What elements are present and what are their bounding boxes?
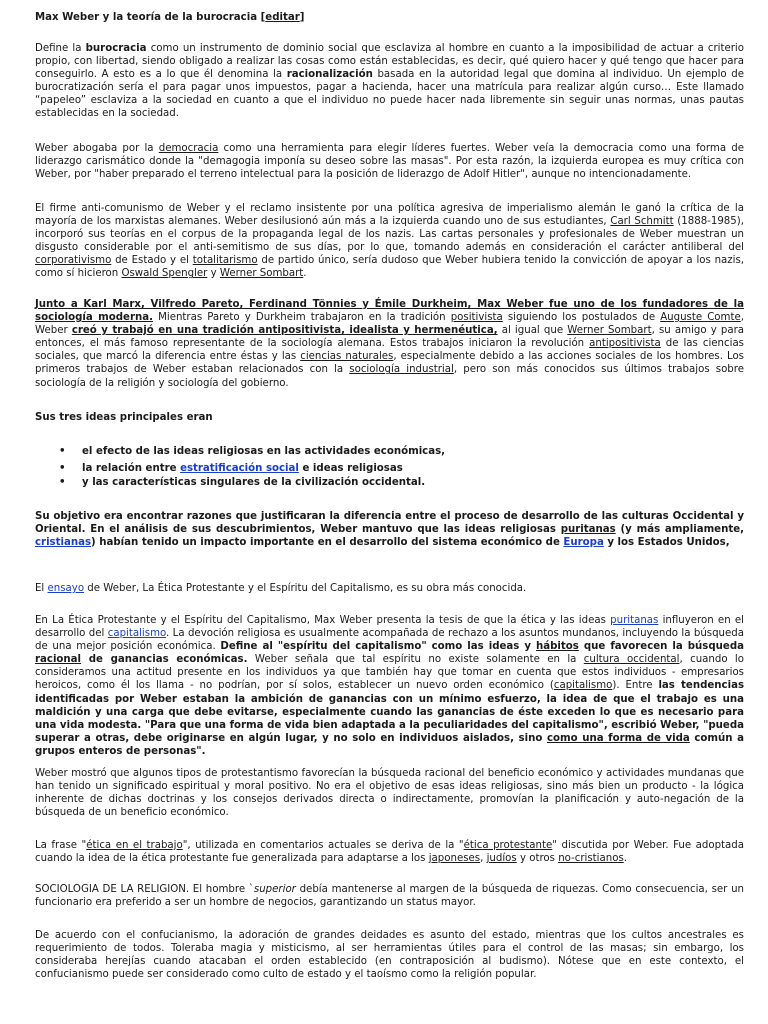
- link-puritanas[interactable]: puritanas: [610, 615, 659, 626]
- idea-text: la relación entre: [82, 463, 181, 474]
- paragraph-protestantismo: [35, 767, 744, 819]
- text-run: .: [623, 853, 628, 865]
- link-cultura-occidental[interactable]: cultura occidental: [583, 654, 680, 666]
- list-item: [35, 476, 744, 490]
- paragraph-democracia: [35, 142, 744, 181]
- text-run: como un instrumento de dominio social que esclaviza al hombre en cuanto a la imposibilidad de actuar a criterio propio, con libertad, siendo obligado a realizar las cosas como están establecidas, es decir, qué quiero hacer y qué tengo que hacer para conseguirlo. A esto es a lo que él denomina la: [35, 43, 744, 81]
- link-no-cristianos[interactable]: no-cristianos: [558, 853, 624, 865]
- text-run: Su objetivo era encontrar razones que justificaran la diferencia entre el proceso de desarrollo de las culturas Occidental y Oriental. En el análisis de sus descubrimientos, Weber mantuvo que las ideas religiosas: [35, 511, 744, 536]
- bold-term: burocracia: [85, 43, 147, 54]
- text-run: ). Entre: [612, 680, 659, 692]
- link-corporativismo[interactable]: corporativismo: [35, 255, 112, 267]
- list-item: [35, 462, 744, 476]
- text-run: En La Ética Protestante y el Espíritu del Capitalismo, Max Weber presenta la tesis de que la ética y las ideas: [35, 615, 611, 626]
- link-etica-en-el-trabajo[interactable]: ética en el trabajo: [86, 840, 183, 851]
- text-run: y otros: [516, 853, 559, 865]
- link-ciencias-naturales[interactable]: ciencias naturales: [300, 351, 394, 363]
- idea-text: el efecto de las ideas religiosas en las actividades económicas,: [82, 446, 446, 457]
- link-democracia[interactable]: democracia: [158, 143, 219, 154]
- text-run: , Weber: [35, 312, 744, 337]
- text-run: influyeron en el desarrollo del: [35, 615, 744, 640]
- text-run: como una herramienta para elegir líderes fuertes. Weber veía la democracia como una forma de liderazgo carismático donde la "demagogia imponía su deseo sobre las masas". Por esta razón, la izquierda europea es muy crítica con Weber, por "haber preparado el terreno intelectual para la posición de liderazgo de Adolf Hitler", aunque no intencionadamente.: [35, 143, 745, 181]
- text-run: Mientras Pareto y Durkheim trabajaron en la tradición: [152, 312, 451, 324]
- link-carl-schmitt[interactable]: Carl Schmitt: [610, 216, 674, 228]
- text-run: de Weber, La Ética Protestante y el Espíritu del Capitalismo, es su obra más conocida.: [84, 583, 527, 594]
- bold-run: las tendencias identificadas por Weber estaban la ambición de ganancias con un mínimo esfuerzo, la idea de que el trabajo es una maldición y una carga que debe evitarse, especialmente cuando las ganancias de éste exceden lo que es necesario para una vida modesta. "Para que una forma de vida bien adaptada a la peculiaridades del capitalismo", escribió Weber, "pueda superar a otras, debe originarse en algún lugar, y no solo en individuos aislados, sino: [35, 680, 745, 744]
- heading-text: Max Weber y la teoría de la burocracia: [35, 12, 258, 23]
- text-run: y los Estados Unidos,: [603, 537, 730, 549]
- paragraph-etica-protestante: [35, 614, 744, 758]
- paragraph-confucianismo: [35, 929, 744, 981]
- text-run: (1888-1985), incorporó sus teorías en el corpus de la propaganda legal de los nazis. Las cartas personales y profesionales de Weber muestran un disgusto considerable por el anti-semitismo de sus días, por lo que, tomando además en consideración el carácter antiliberal del: [35, 216, 744, 254]
- text-run: , su amigo y para entonces, el más famoso representante de la sociología alemana. Estos trabajos iniciaron la revolución: [35, 325, 745, 350]
- text-run: Weber mostró que algunos tipos de protestantismo favorecían la búsqueda racional del beneficio económico y actividades mundanas que han tenido un significado espiritual y moral positivo. No era el objetivo de esas ideas religiosas, sino más bien un producto - la lógica inherente de dichas doctrinas y los consejos derivados directa o indirectamente, promovían la planificación y auto-negación de la búsqueda de un beneficio económico.: [35, 768, 744, 819]
- link-estratificacion-social[interactable]: estratificación social: [180, 463, 299, 474]
- link-sociologia-industrial[interactable]: sociología industrial: [349, 364, 454, 376]
- link-habitos[interactable]: hábitos: [536, 641, 579, 653]
- ideas-title: Sus tres ideas principales eran: [35, 412, 213, 423]
- text-run: SOCIOLOGIA DE LA RELIGION. El hombre `: [35, 884, 254, 895]
- link-puritanas[interactable]: puritanas: [560, 524, 616, 536]
- list-item: [35, 445, 744, 459]
- bold-run: de ganancias económicas.: [81, 654, 248, 666]
- link-cristianas[interactable]: cristianas: [35, 537, 92, 549]
- text-run: de las ciencias sociales, que marcó la diferencia entre éstas y las: [35, 338, 744, 363]
- paragraph-burocracia: [35, 42, 744, 121]
- link-oswald-spengler[interactable]: Oswald Spengler: [121, 268, 208, 280]
- bold-run: que favorecen la búsqueda: [578, 641, 744, 653]
- link-etica-protestante[interactable]: ética protestante: [463, 840, 553, 851]
- text-run: ,: [480, 853, 487, 865]
- link-totalitarismo[interactable]: totalitarismo: [192, 255, 258, 267]
- text-run: Define la: [35, 43, 86, 54]
- link-antipositivista[interactable]: antipositivista: [589, 338, 661, 350]
- idea-text: y las características singulares de la civilización occidental.: [82, 477, 426, 488]
- text-run: basada en la autoridad legal que domina al individuo. Un ejemplo de burocratización sería el para pagar unos impuestos, pagar a hacienda, hacer una matrícula para realizar algún curso… Este llamado “papeleo” esclaviza a la sociedad en cuanto a que el individuo no puede hacer nada libremente sin seguir unas normas, unas pautas establecidas en la sociedad.: [35, 69, 744, 120]
- text-run: .: [303, 268, 307, 280]
- link-capitalismo[interactable]: capitalismo: [553, 680, 613, 692]
- text-run: Weber abogaba por la: [35, 143, 159, 154]
- link-auguste-comte[interactable]: Auguste Comte: [660, 312, 741, 324]
- link-judios[interactable]: judíos: [486, 853, 517, 865]
- paragraph-objetivo: [35, 510, 744, 549]
- text-run: (y más ampliamente,: [615, 524, 744, 536]
- link-tradicion-antipositivista[interactable]: creó y trabajó en una tradición antipositivista, idealista y hermenéutica,: [71, 325, 498, 337]
- link-werner-sombart[interactable]: Werner Sombart: [567, 325, 652, 337]
- italic-term: superior: [253, 884, 296, 895]
- text-run: . La devoción religiosa es usualmente acompañada de rechazo a los asuntos mundanos, incluyendo la búsqueda de una mejor posición económica.: [35, 628, 744, 653]
- edit-link[interactable]: editar: [265, 12, 300, 23]
- link-positivista[interactable]: positivista: [450, 312, 503, 324]
- paragraph-fundadores: [35, 298, 744, 390]
- bold-term: racionalización: [286, 69, 373, 81]
- link-ensayo[interactable]: ensayo: [47, 583, 85, 594]
- paragraph-frase: [35, 839, 744, 865]
- bold-run: Define al "espíritu del capitalismo" como las ideas y: [220, 641, 536, 653]
- idea-text: e ideas religiosas: [298, 463, 403, 474]
- text-run: El: [35, 583, 48, 594]
- link-racional[interactable]: racional: [35, 654, 82, 666]
- text-run: y: [207, 268, 220, 280]
- link-europa[interactable]: Europa: [563, 537, 604, 549]
- text-run: siguiendo los postulados de: [502, 312, 661, 324]
- link-capitalismo[interactable]: capitalismo: [107, 628, 167, 640]
- text-run: El firme anti-comunismo de Weber y el reclamo insistente por una política agresiva de imperialismo alemán le ganó la crítica de la mayoría de los marxistas alemanes. Weber desilusionó aún más a la izquierda cuando uno de sus estudiantes,: [35, 203, 744, 228]
- text-run: De acuerdo con el confucianismo, la adoración de grandes deidades es asunto del estado, mientras que los cultos ancestrales es requerimiento de todos. Toleraba magia y misticismo, al ser herramientas útiles para el control de las masas; sin embargo, los consideraba herejías cuando atacaban el orden establecido (en contraposición al budismo). Nótese que en este contexto, el confucianismo puede ser considerado como culto de estado y el taoísmo como la religión popular.: [35, 930, 744, 981]
- link-forma-de-vida[interactable]: como una forma de vida: [546, 732, 690, 744]
- paragraph-anticomunismo: [35, 202, 744, 281]
- text-run: , especialmente debido a las acciones sociales de los hombres. Los primeros trabajos de Weber estaban relacionados con la: [35, 351, 744, 376]
- section-heading: Max Weber y la teoría de la burocracia [editar]: [35, 12, 305, 23]
- text-run: , pero son más conocidos sus últimos trabajos sobre sociología de la religión y sociología del gobierno.: [35, 364, 745, 389]
- text-run: debía mantenerse al margen de la búsqueda de riquezas. Como consecuencia, ser un funcionario era preferido a ser un hombre de negocios, garantizando un status mayor.: [35, 884, 745, 909]
- text-run: de partido único, sería dudoso que Weber hubiera tenido la convicción de apoyar a los nazis, como sí hicieron: [35, 255, 745, 280]
- link-werner-sombart[interactable]: Werner Sombart: [219, 268, 304, 280]
- text-run: " discutida por Weber. Fue adoptada cuando la idea de la ética protestante fue generalizada para adaptarse a los: [35, 840, 744, 865]
- bullet-icon: •: [59, 477, 66, 488]
- bold-run: común a grupos enteros de personas".: [35, 732, 744, 757]
- text-run: de Estado y el: [111, 255, 193, 267]
- bullet-icon: •: [59, 446, 66, 457]
- link-fundadores-sociologia[interactable]: Junto a Karl Marx, Vilfredo Pareto, Ferdinand Tönnies y Émile Durkheim, Max Weber fue uno de los fundadores de la sociología moderna.: [35, 299, 744, 324]
- bullet-icon: •: [59, 463, 66, 474]
- link-japoneses[interactable]: japoneses: [428, 853, 481, 865]
- text-run: al igual que: [497, 325, 568, 337]
- paragraph-sociologia-religion: [35, 883, 744, 909]
- paragraph-ensayo: [35, 582, 744, 595]
- text-run: Weber señala que tal espíritu no existe solamente en la: [247, 654, 584, 666]
- text-run: La frase ": [35, 840, 87, 851]
- text-run: ) habían tenido un impacto importante en el desarrollo del sistema económico de: [91, 537, 564, 549]
- text-run: , cuando lo consideramos una actitud presente en los individuos ya que también hay que tomar en cuenta que estos individuos - empresarios heroicos, como él los llama - no podrían, por sí solos, establecer un nuevo orden económico (: [35, 654, 744, 692]
- text-run: ", utilizada en comentarios actuales se deriva de la ": [182, 840, 464, 851]
- ideas-list: [35, 445, 744, 490]
